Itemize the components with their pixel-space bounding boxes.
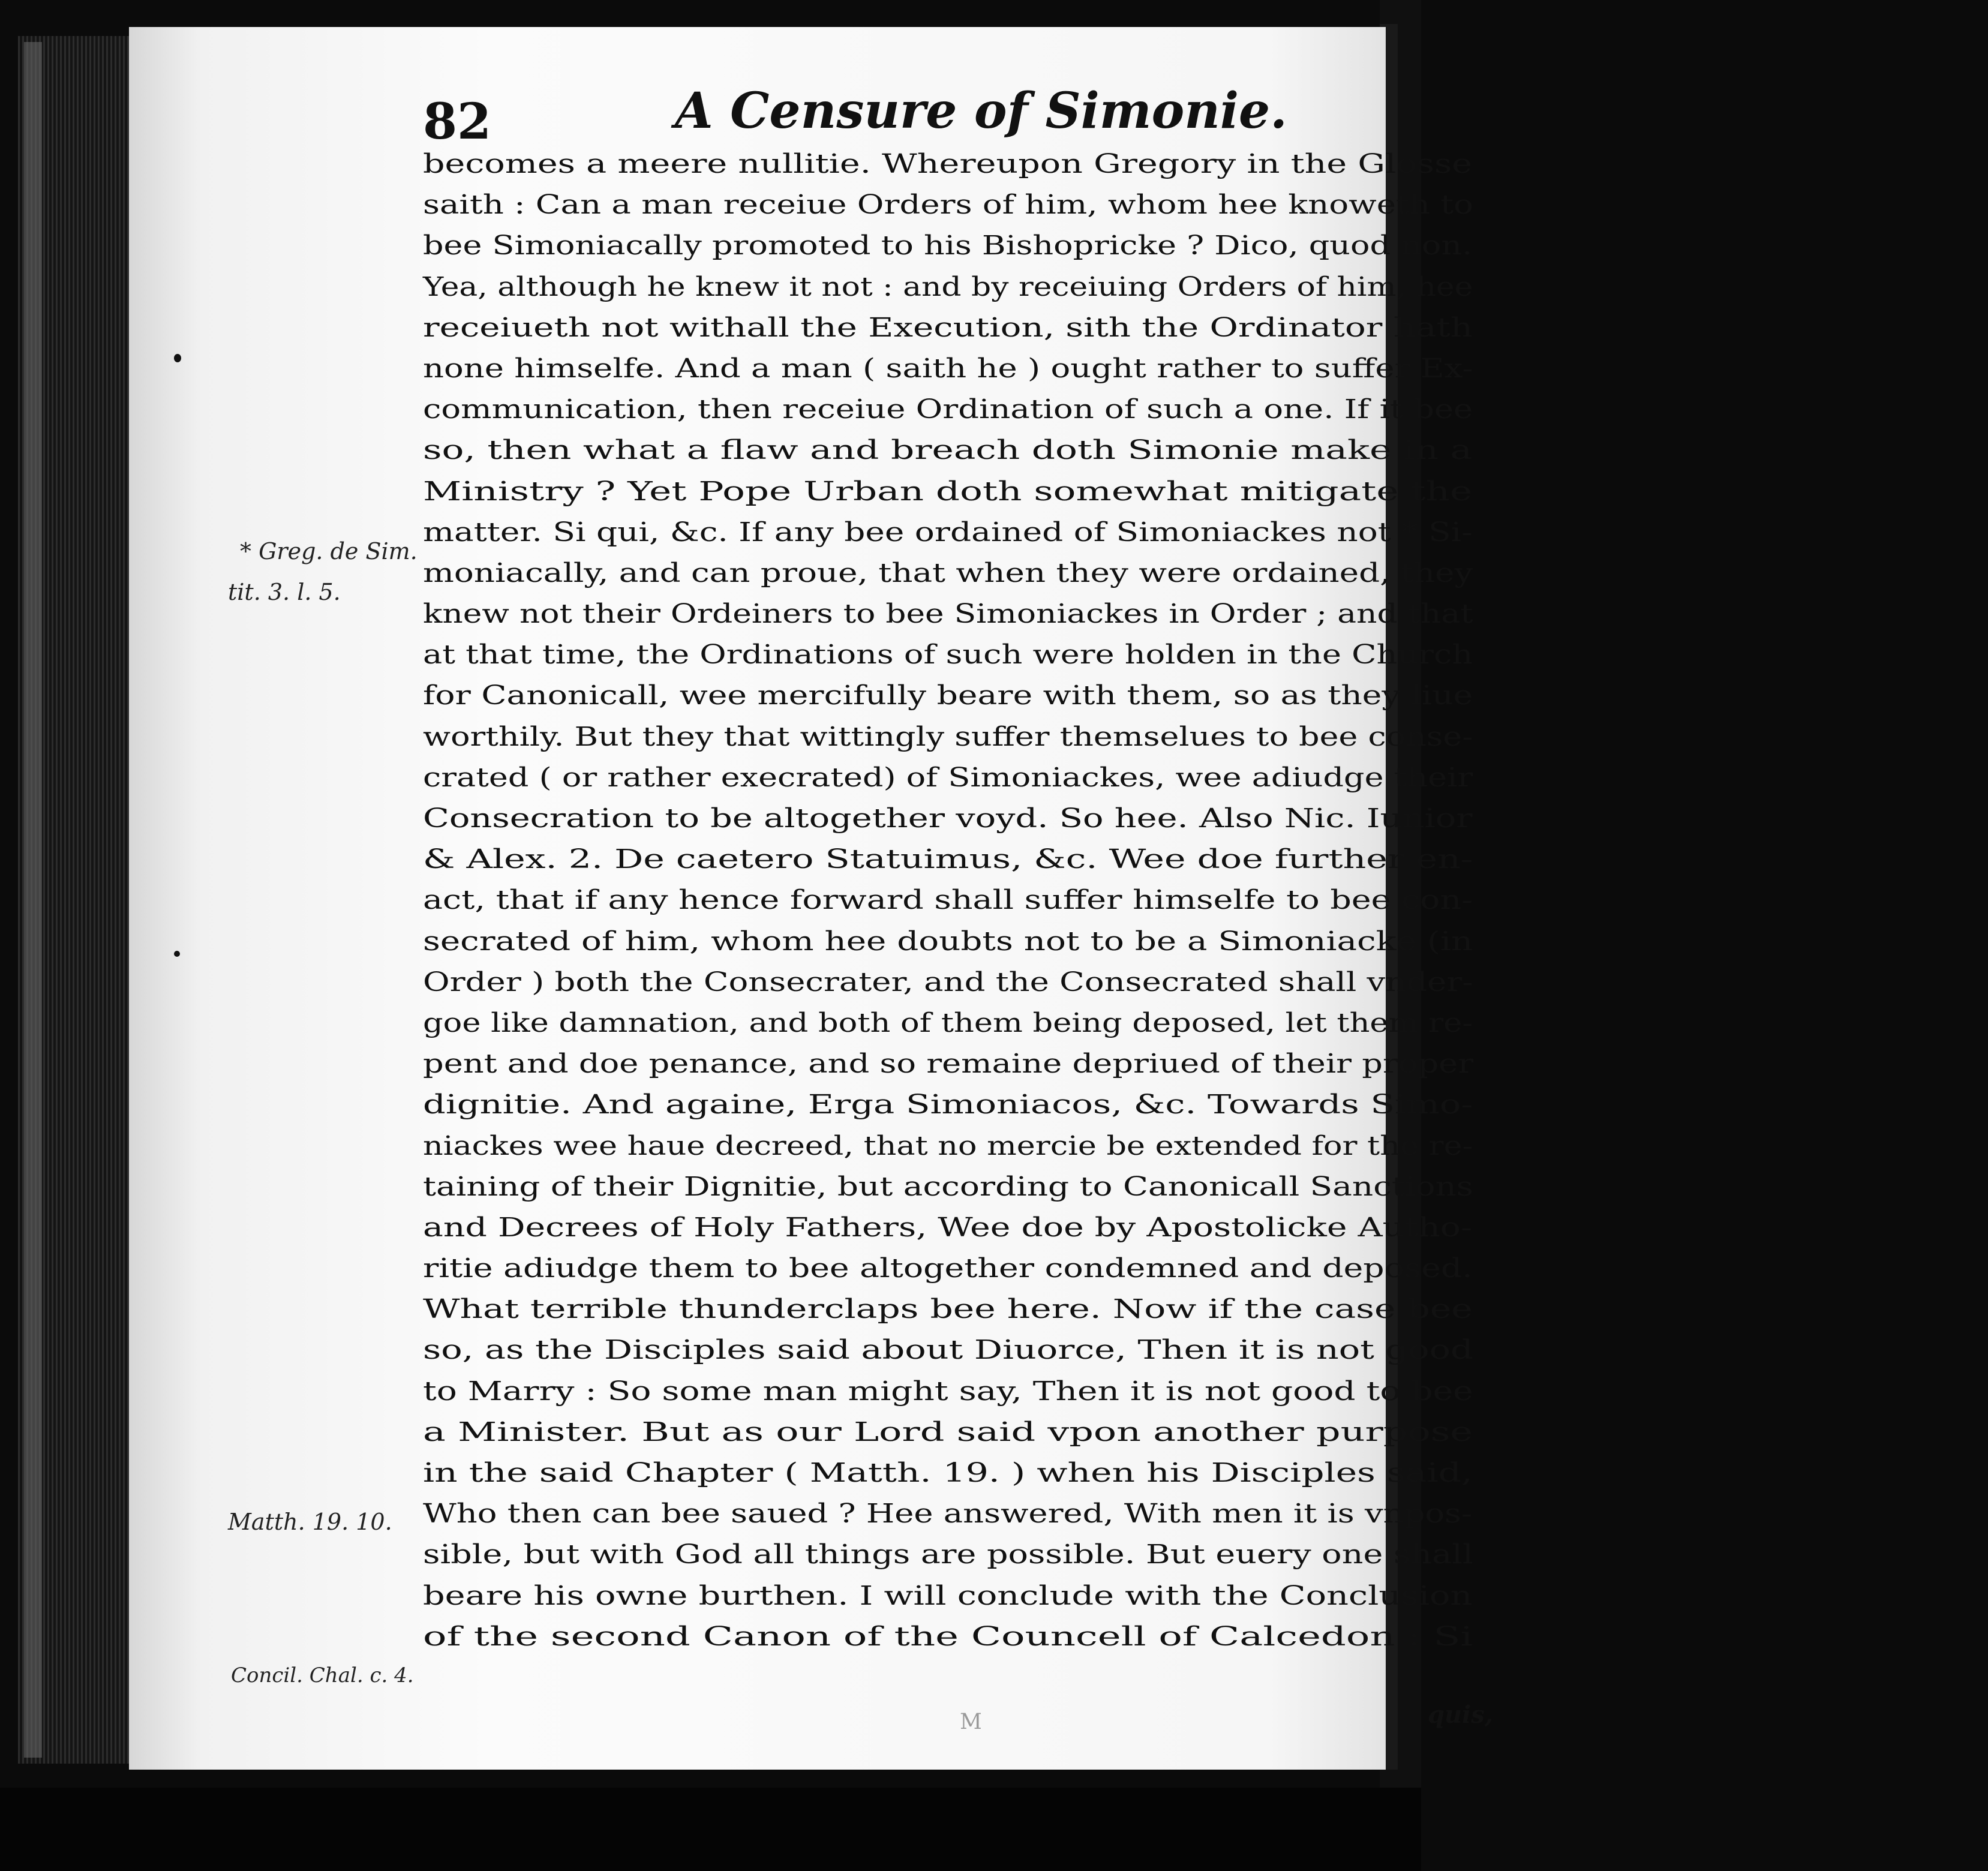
fore-edge-highlight (24, 42, 42, 1758)
body-text (423, 144, 1473, 1657)
text-line: secrated of him, whom hee doubts not to be a Simoniacke (in (423, 926, 1473, 957)
text-line: Order ) both the Consecrater, and the Consecrated shall vnder- (423, 966, 1473, 998)
text-line: for Canonicall, wee mercifully beare with them, so as they liue (423, 680, 1473, 711)
text-line: beare his owne burthen. I will conclude with the Conclusion (423, 1580, 1473, 1611)
text-line: a Minister. But as our Lord said vpon another purpose (423, 1416, 1473, 1447)
text-line: knew not their Ordeiners to bee Simoniackes in Order ; and that (423, 599, 1473, 630)
text-line: moniacally, and can proue, that when they were ordained, they (423, 557, 1473, 588)
text-line: Consecration to be altogether voyd. So hee. Also Nic. Iunior (423, 803, 1473, 834)
margin-note-gregory-2: tit. 3. l. 5. (228, 579, 341, 605)
text-line: saith : Can a man receiue Orders of him, whom hee knoweth to (423, 190, 1473, 221)
margin-note-council: Concil. Chal. c. 4. (231, 1663, 414, 1687)
text-line: none himselfe. And a man ( saith he ) ought rather to suffer Ex- (423, 353, 1473, 384)
text-line: pent and doe penance, and so remaine depriued of their proper (423, 1049, 1474, 1080)
text-line: ritie adiudge them to bee altogether condemned and deposed. (423, 1253, 1473, 1284)
text-line: so, then what a flaw and breach doth Simonie make in a (423, 435, 1473, 466)
text-line: at that time, the Ordinations of such were holden in the Church (423, 639, 1473, 671)
signature-mark: M (960, 1710, 982, 1734)
text-line: communication, then receiue Ordination of such a one. If it bee (423, 394, 1473, 425)
text-line: to Marry : So some man might say, Then it is not good to bee (423, 1376, 1473, 1407)
text-line: Ministry ? Yet Pope Urban doth somewhat mitigate the (423, 476, 1473, 507)
text-line: bee Simoniacally promoted to his Bishopricke ? Dico, quod non. (423, 230, 1473, 262)
text-line: becomes a meere nullitie. Whereupon Gregory in the Glosse (423, 149, 1473, 179)
text-line: taining of their Dignitie, but according to Canonicall Sanctions (423, 1171, 1473, 1202)
text-line: dignitie. And againe, Erga Simoniacos, &c. Towards Simo- (423, 1089, 1473, 1121)
page-number: 82 (423, 93, 492, 151)
book-page (129, 27, 1493, 1770)
ink-speck (174, 951, 180, 957)
catchword: quis, (1428, 1701, 1493, 1729)
text-line: What terrible thunderclaps bee here. Now if the case bee (423, 1294, 1473, 1325)
text-line: receiueth not withall the Execution, sith the Ordinator hath (423, 312, 1473, 343)
text-line: Who then can bee saued ? Hee answered, With men it is vnpos- (423, 1498, 1473, 1530)
text-line: act, that if any hence forward shall suffer himselfe to bee con- (423, 885, 1473, 916)
margin-note-gregory-1: * Greg. de Sim. (240, 538, 418, 564)
scan-background-bottom (0, 1788, 1421, 1871)
text-line: sible, but with God all things are possible. But euery one shall (423, 1539, 1473, 1570)
text-line: of the second Canon of the Councell of Calcedon : Si (423, 1621, 1473, 1652)
text-line: niackes wee haue decreed, that no mercie be extended for the re- (423, 1130, 1473, 1161)
ink-speck (174, 354, 181, 362)
text-line: and Decrees of Holy Fathers, Wee doe by Apostolicke Autho- (423, 1212, 1473, 1243)
text-line: goe like damnation, and both of them being deposed, let them re- (423, 1007, 1473, 1038)
text-line: so, as the Disciples said about Diuorce, Then it is not good (423, 1335, 1473, 1366)
margin-note-matthew: Matth. 19. 10. (228, 1509, 392, 1535)
text-line: crated ( or rather execrated) of Simoniackes, wee adiudge their (423, 762, 1473, 793)
text-line: in the said Chapter ( Matth. 19. ) when his Disciples said, (423, 1458, 1473, 1488)
text-line: & Alex. 2. De caetero Statuimus, &c. Wee doe further en- (423, 844, 1473, 875)
text-line: worthily. But they that wittingly suffer themselues to bee conse- (423, 721, 1473, 752)
text-line: Yea, although he knew it not : and by receiuing Orders of him, hee (423, 271, 1473, 302)
running-title: A Censure of Simonie. (675, 82, 1287, 140)
text-line: matter. Si qui, &c. If any bee ordained of Simoniackes not * Si- (423, 516, 1473, 548)
